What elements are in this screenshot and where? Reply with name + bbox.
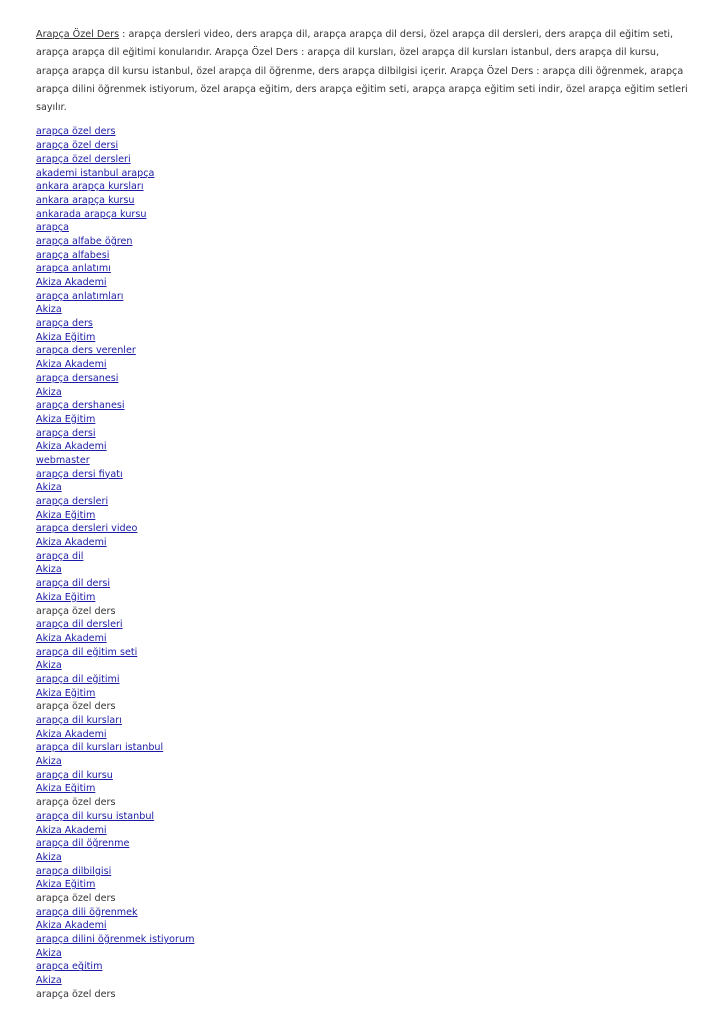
list-item[interactable]	[36, 221, 692, 235]
intro-paragraph	[36, 26, 692, 117]
keyword-text: arapça özel ders	[36, 988, 116, 1000]
list-item[interactable]	[36, 344, 692, 358]
keyword-link[interactable]: arapça dersleri video	[36, 523, 138, 535]
list-item[interactable]	[36, 947, 692, 961]
keyword-link[interactable]: arapça dil dersleri	[36, 619, 123, 631]
list-item[interactable]	[36, 194, 692, 208]
list-item	[36, 796, 692, 810]
list-item[interactable]	[36, 769, 692, 783]
keyword-link[interactable]: webmaster	[36, 454, 90, 466]
keyword-link[interactable]: Akiza Akademi	[36, 441, 107, 453]
keyword-link[interactable]: Akiza Eğitim	[36, 687, 96, 699]
list-item[interactable]	[36, 125, 692, 139]
keyword-link[interactable]: arapça dil eğitim seti	[36, 646, 138, 658]
list-item	[36, 700, 692, 714]
keyword-link[interactable]: arapça özel dersleri	[36, 153, 131, 165]
keyword-link[interactable]: arapça alfabe öğren	[36, 235, 133, 247]
keyword-link[interactable]: arapça dilbilgisi	[36, 865, 112, 877]
keyword-link[interactable]: Akiza Akademi	[36, 632, 107, 644]
list-item[interactable]	[36, 591, 692, 605]
list-item[interactable]	[36, 262, 692, 276]
keyword-link[interactable]: arapça özel dersi	[36, 140, 119, 152]
keyword-text: arapça özel ders	[36, 605, 116, 617]
keyword-link[interactable]: Akiza Akademi	[36, 277, 107, 289]
keyword-link[interactable]: Akiza Eğitim	[36, 331, 96, 343]
keyword-link[interactable]: Akiza Eğitim	[36, 413, 96, 425]
list-item[interactable]	[36, 495, 692, 509]
list-item[interactable]	[36, 782, 692, 796]
list-item	[36, 892, 692, 906]
list-item[interactable]	[36, 139, 692, 153]
keyword-link[interactable]: Akiza Akademi	[36, 728, 107, 740]
keyword-link[interactable]: ankarada arapça kursu	[36, 208, 147, 220]
list-item[interactable]	[36, 810, 692, 824]
keyword-link[interactable]: Akiza	[36, 756, 62, 768]
list-item[interactable]	[36, 851, 692, 865]
list-item[interactable]	[36, 632, 692, 646]
keyword-link[interactable]: arapça eğitim	[36, 961, 103, 973]
keyword-link[interactable]: ankara arapça kursları	[36, 181, 144, 193]
keyword-link[interactable]: Akiza Eğitim	[36, 783, 96, 795]
keyword-link[interactable]: Akiza	[36, 304, 62, 316]
list-item	[36, 605, 692, 619]
list-item[interactable]	[36, 413, 692, 427]
list-item[interactable]	[36, 522, 692, 536]
list-item[interactable]	[36, 303, 692, 317]
list-item[interactable]	[36, 714, 692, 728]
list-item[interactable]	[36, 454, 692, 468]
list-item[interactable]	[36, 331, 692, 345]
list-item[interactable]	[36, 386, 692, 400]
list-item[interactable]	[36, 577, 692, 591]
title-link[interactable]: Arapça Özel Ders	[36, 29, 120, 40]
intro-text: : arapça dersleri video, ders arapça dil, arapça arapça dil dersi, özel arapça dil dersleri, ders arapça dil eğitim seti, arapça arapça dil eğitimi konularıdır. Arapça Özel Ders : arapça dil kursları, özel arapça dil kursları istanbul, ders arapça dil kursu, arapça arapça dil kursu istanbul, özel arapça dil öğrenme, ders arapça dilbilgisi içerir. Arapça Özel Ders : arapça dili öğrenmek, arapça arapça dilini öğrenmek istiyorum, özel arapça eğitim, ders arapça eğitim seti, arapça arapça eğitim seti indir, özel arapça eğitim setleri sayılır.	[36, 29, 688, 114]
list-item[interactable]	[36, 372, 692, 386]
keyword-link[interactable]: arapça dil kursu istanbul	[36, 810, 155, 822]
keyword-link[interactable]: arapça dil eğitimi	[36, 673, 120, 685]
keyword-link[interactable]: arapça özel ders	[36, 126, 116, 138]
list-item[interactable]	[36, 659, 692, 673]
list-item[interactable]	[36, 563, 692, 577]
list-item[interactable]	[36, 933, 692, 947]
list-item[interactable]	[36, 974, 692, 988]
keyword-link[interactable]: arapça dil kursları istanbul	[36, 742, 164, 754]
keyword-link[interactable]: Akiza Akademi	[36, 920, 107, 932]
list-item[interactable]	[36, 358, 692, 372]
list-item[interactable]	[36, 249, 692, 263]
keyword-link[interactable]: arapça anlatımları	[36, 290, 124, 302]
keyword-link[interactable]: Akiza Eğitim	[36, 591, 96, 603]
keyword-link[interactable]: arapça dersleri	[36, 496, 109, 508]
list-item[interactable]	[36, 824, 692, 838]
list-item[interactable]	[36, 618, 692, 632]
list-item[interactable]	[36, 550, 692, 564]
list-item[interactable]	[36, 960, 692, 974]
list-item[interactable]	[36, 399, 692, 413]
keyword-link[interactable]: Akiza	[36, 947, 62, 959]
keyword-text: arapça özel ders	[36, 892, 116, 904]
keyword-link[interactable]: arapça dil	[36, 550, 84, 562]
keyword-link[interactable]: Akiza Akademi	[36, 824, 107, 836]
keyword-link[interactable]: Akiza	[36, 851, 62, 863]
keyword-text: arapça özel ders	[36, 701, 116, 713]
keyword-link[interactable]: akademi istanbul arapça	[36, 167, 155, 179]
keyword-link[interactable]: Akiza	[36, 564, 62, 576]
list-item[interactable]	[36, 167, 692, 181]
list-item[interactable]	[36, 427, 692, 441]
list-item[interactable]	[36, 878, 692, 892]
list-item[interactable]	[36, 440, 692, 454]
list-item[interactable]	[36, 906, 692, 920]
list-item[interactable]	[36, 468, 692, 482]
list-item[interactable]	[36, 153, 692, 167]
keyword-link[interactable]: arapça ders verenler	[36, 345, 136, 357]
list-item[interactable]	[36, 837, 692, 851]
list-item[interactable]	[36, 865, 692, 879]
list-item[interactable]	[36, 741, 692, 755]
keyword-link[interactable]: Akiza Eğitim	[36, 509, 96, 521]
list-item[interactable]	[36, 235, 692, 249]
list-item[interactable]	[36, 208, 692, 222]
keyword-link[interactable]: arapça dili öğrenmek	[36, 906, 138, 918]
list-item[interactable]	[36, 509, 692, 523]
list-item[interactable]	[36, 180, 692, 194]
keyword-link[interactable]: arapça anlatımı	[36, 263, 111, 275]
list-item[interactable]	[36, 755, 692, 769]
keyword-link[interactable]: arapça dil dersi	[36, 578, 111, 590]
keyword-link[interactable]: arapça dershanesi	[36, 400, 125, 412]
keyword-link[interactable]: arapça ders	[36, 318, 93, 330]
keyword-link[interactable]: arapça alfabesi	[36, 249, 110, 261]
list-item[interactable]	[36, 536, 692, 550]
list-item[interactable]	[36, 687, 692, 701]
list-item[interactable]	[36, 317, 692, 331]
keyword-link[interactable]: arapça dersi fiyatı	[36, 468, 123, 480]
list-item[interactable]	[36, 646, 692, 660]
list-item[interactable]	[36, 290, 692, 304]
keyword-link[interactable]: Akiza	[36, 660, 62, 672]
list-item[interactable]	[36, 673, 692, 687]
list-item[interactable]	[36, 728, 692, 742]
keyword-link[interactable]: arapça dersi	[36, 427, 96, 439]
keyword-link[interactable]: Akiza Eğitim	[36, 879, 96, 891]
keyword-link[interactable]: Akiza	[36, 386, 62, 398]
keyword-link[interactable]: arapça	[36, 222, 69, 234]
list-item[interactable]	[36, 481, 692, 495]
keyword-link[interactable]: Akiza	[36, 482, 62, 494]
keyword-link[interactable]: Akiza Akademi	[36, 537, 107, 549]
keyword-link[interactable]: ankara arapça kursu	[36, 194, 135, 206]
keyword-link[interactable]: arapça dil öğrenme	[36, 838, 130, 850]
keyword-link[interactable]: arapça dil kursu	[36, 769, 113, 781]
keyword-link[interactable]: arapça dilini öğrenmek istiyorum	[36, 934, 195, 946]
list-item[interactable]	[36, 919, 692, 933]
keyword-link[interactable]: Akiza Akademi	[36, 359, 107, 371]
keyword-link[interactable]: arapça dil kursları	[36, 715, 122, 727]
list-item[interactable]	[36, 276, 692, 290]
keyword-link-list	[36, 125, 692, 1001]
list-item	[36, 988, 692, 1002]
keyword-text: arapça özel ders	[36, 797, 116, 809]
keyword-link[interactable]: Akiza	[36, 975, 62, 987]
keyword-link[interactable]: arapça dersanesi	[36, 372, 119, 384]
